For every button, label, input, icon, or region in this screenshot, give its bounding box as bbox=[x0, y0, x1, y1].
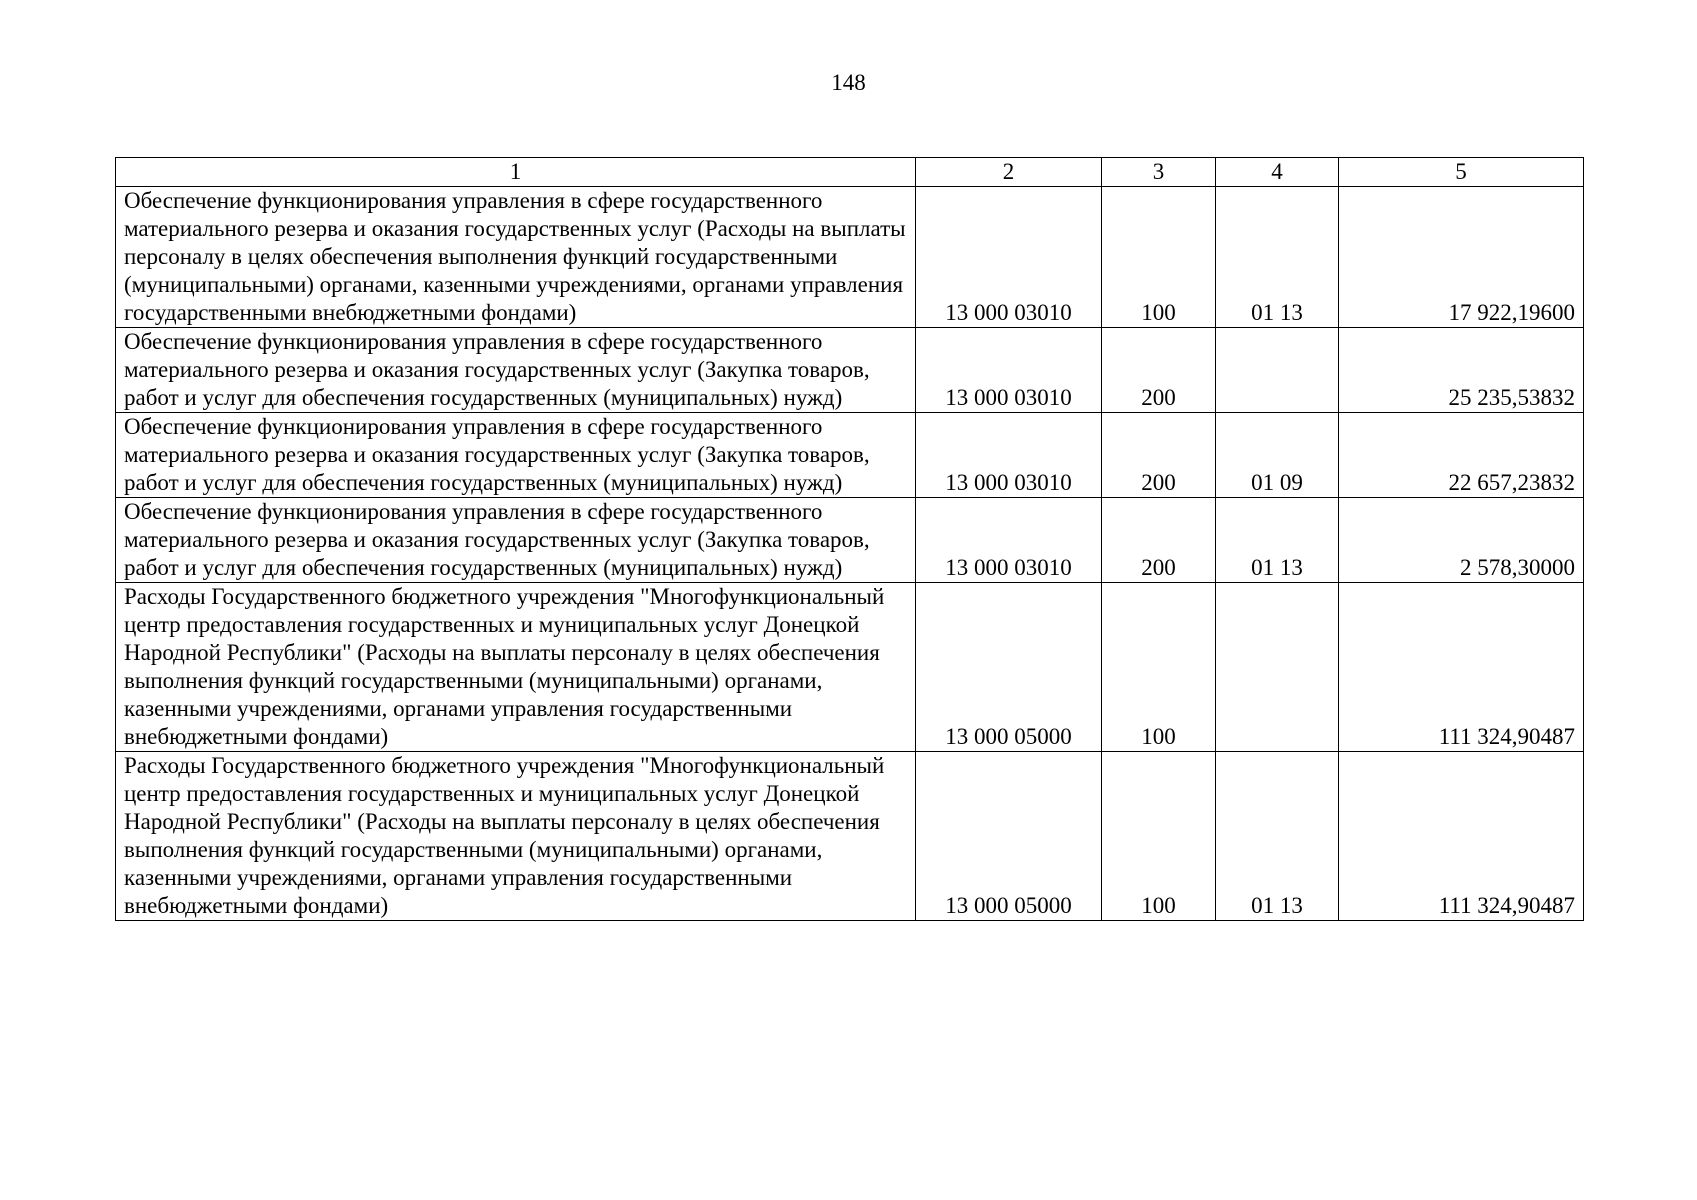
row-section bbox=[1216, 328, 1339, 413]
row-description: Обеспечение функционирования управления в сфере государственного материального резерва и оказания государственных услуг (Закупка товаров, работ и услуг для обеспечения государственных (муниципальных) нужд) bbox=[116, 413, 916, 498]
page-number: 148 bbox=[831, 70, 866, 95]
row-section: 01 13 bbox=[1216, 498, 1339, 583]
row-description: Расходы Государственного бюджетного учреждения "Многофункциональный центр предоставления государственных и муниципальных услуг Донецкой Народной Республики" (Расходы на выплаты персоналу в целях обеспечения выполнения функций государственными (муниципальными) органами, казенными учреждениями, органами управления государственными внебюджетными фондами) bbox=[116, 752, 916, 921]
column-header-3: 3 bbox=[1102, 158, 1216, 187]
row-description: Обеспечение функционирования управления в сфере государственного материального резерва и оказания государственных услуг (Закупка товаров, работ и услуг для обеспечения государственных (муниципальных) нужд) bbox=[116, 328, 916, 413]
table-row bbox=[116, 187, 1584, 328]
table-row bbox=[116, 752, 1584, 921]
column-header-5: 5 bbox=[1339, 158, 1584, 187]
column-header-1: 1 bbox=[116, 158, 916, 187]
row-description: Расходы Государственного бюджетного учреждения "Многофункциональный центр предоставления государственных и муниципальных услуг Донецкой Народной Республики" (Расходы на выплаты персоналу в целях обеспечения выполнения функций государственными (муниципальными) органами, казенными учреждениями, органами управления государственными внебюджетными фондами) bbox=[116, 583, 916, 752]
row-target-code: 13 000 03010 bbox=[916, 328, 1102, 413]
row-amount: 2 578,30000 bbox=[1339, 498, 1584, 583]
table-row bbox=[116, 498, 1584, 583]
row-section: 01 13 bbox=[1216, 752, 1339, 921]
row-expense-type: 200 bbox=[1102, 498, 1216, 583]
row-target-code: 13 000 03010 bbox=[916, 413, 1102, 498]
row-amount: 111 324,90487 bbox=[1339, 752, 1584, 921]
budget-table bbox=[115, 157, 1584, 921]
table-header-row bbox=[116, 158, 1584, 187]
row-amount: 25 235,53832 bbox=[1339, 328, 1584, 413]
table-row bbox=[116, 583, 1584, 752]
row-expense-type: 200 bbox=[1102, 328, 1216, 413]
table-row bbox=[116, 328, 1584, 413]
row-target-code: 13 000 03010 bbox=[916, 498, 1102, 583]
row-amount: 111 324,90487 bbox=[1339, 583, 1584, 752]
row-section: 01 09 bbox=[1216, 413, 1339, 498]
row-expense-type: 100 bbox=[1102, 752, 1216, 921]
row-target-code: 13 000 05000 bbox=[916, 752, 1102, 921]
column-header-2: 2 bbox=[916, 158, 1102, 187]
row-section: 01 13 bbox=[1216, 187, 1339, 328]
row-expense-type: 100 bbox=[1102, 583, 1216, 752]
row-amount: 17 922,19600 bbox=[1339, 187, 1584, 328]
table-row bbox=[116, 413, 1584, 498]
row-expense-type: 100 bbox=[1102, 187, 1216, 328]
row-amount: 22 657,23832 bbox=[1339, 413, 1584, 498]
row-description: Обеспечение функционирования управления в сфере государственного материального резерва и оказания государственных услуг (Расходы на выплаты персоналу в целях обеспечения выполнения функций государственными (муниципальными) органами, казенными учреждениями, органами управления государственными внебюджетными фондами) bbox=[116, 187, 916, 328]
row-expense-type: 200 bbox=[1102, 413, 1216, 498]
row-section bbox=[1216, 583, 1339, 752]
row-description: Обеспечение функционирования управления в сфере государственного материального резерва и оказания государственных услуг (Закупка товаров, работ и услуг для обеспечения государственных (муниципальных) нужд) bbox=[116, 498, 916, 583]
row-target-code: 13 000 03010 bbox=[916, 187, 1102, 328]
column-header-4: 4 bbox=[1216, 158, 1339, 187]
row-target-code: 13 000 05000 bbox=[916, 583, 1102, 752]
